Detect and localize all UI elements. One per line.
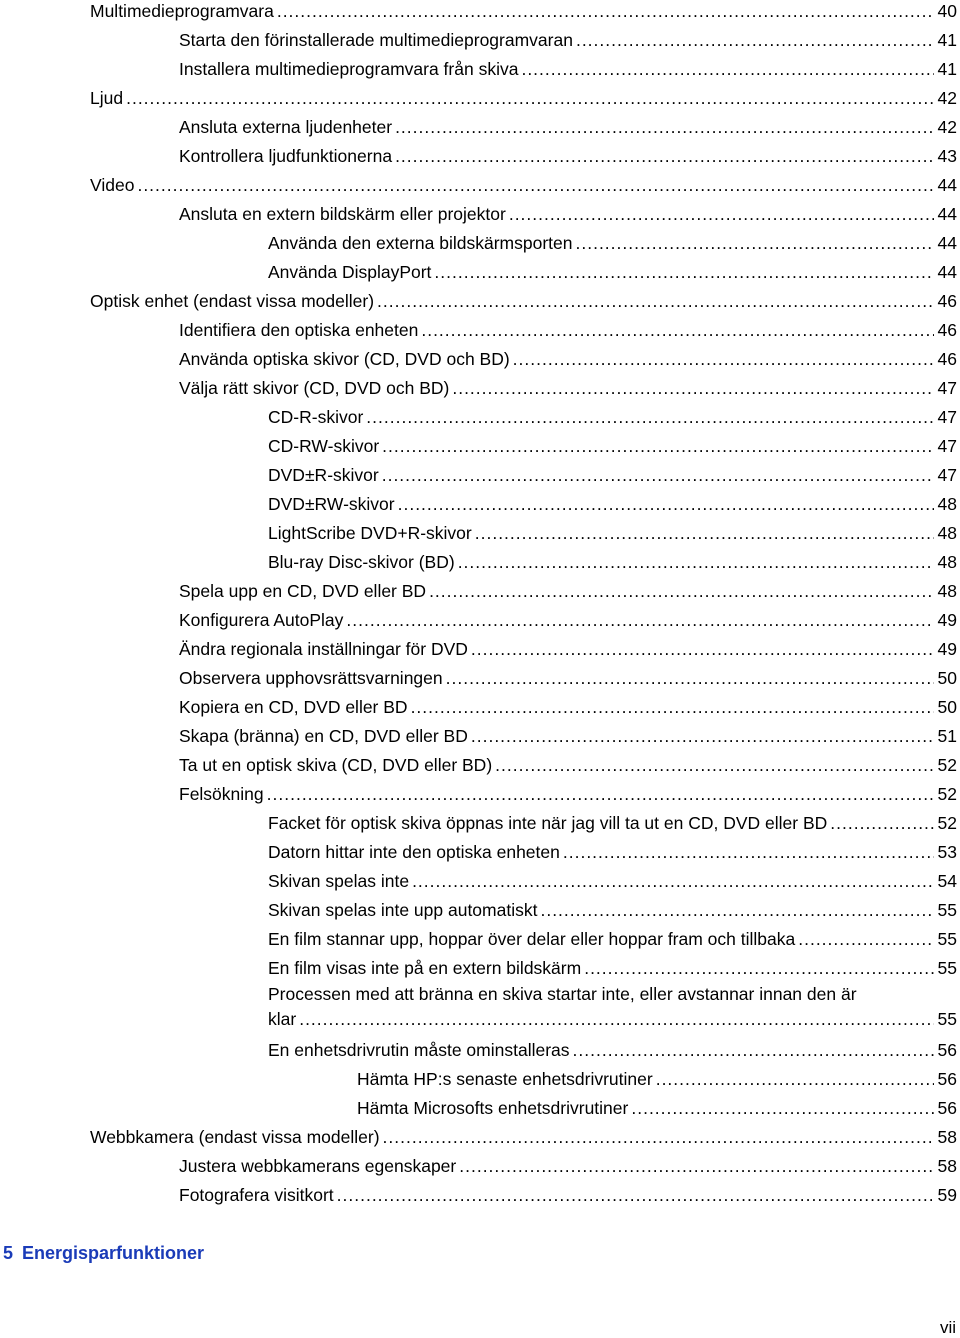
toc-entry[interactable] [268, 432, 957, 461]
toc-entry-title: Webbkamera (endast vissa modeller) [90, 1127, 380, 1147]
toc-entry-page: 41 [937, 30, 957, 50]
dot-leader [475, 519, 934, 548]
dot-leader [383, 1123, 934, 1152]
page-number: vii [939, 1318, 956, 1337]
toc-entry[interactable] [179, 780, 957, 809]
toc-entry-wrapped[interactable] [268, 982, 957, 1032]
toc-entry[interactable] [268, 519, 957, 548]
dot-leader [798, 925, 934, 954]
toc-entry-page: 48 [937, 523, 957, 543]
toc-entry-page: 50 [937, 668, 957, 688]
toc-entry-page: 46 [937, 291, 957, 311]
toc-entry-title: Skapa (bränna) en CD, DVD eller BD [179, 726, 468, 746]
toc-entry-title: Ansluta externa ljudenheter [179, 117, 393, 137]
toc-entry[interactable] [90, 1123, 957, 1152]
toc-entry-page: 50 [937, 697, 957, 717]
toc-entry-title: Ändra regionala inställningar för DVD [179, 639, 468, 659]
dot-leader [366, 403, 934, 432]
toc-entry[interactable] [90, 84, 957, 113]
toc-entry[interactable] [268, 867, 957, 896]
toc-entry-page: 47 [937, 436, 957, 456]
toc-entry[interactable] [179, 751, 957, 780]
dot-leader [377, 287, 934, 316]
toc-entry-title: Installera multimedieprogramvara från skiva [179, 59, 519, 79]
dot-leader [540, 896, 934, 925]
toc-entry-title: Video [90, 175, 135, 195]
dot-leader [395, 142, 934, 171]
toc-entry[interactable] [179, 316, 957, 345]
toc-entry-page: 52 [937, 784, 957, 804]
toc-entry-title: Ansluta en extern bildskärm eller projektor [179, 204, 506, 224]
dot-leader [395, 113, 934, 142]
toc-entry-title: Facket för optisk skiva öppnas inte när jag vill ta ut en CD, DVD eller BD [268, 813, 828, 833]
toc-entry-page: 58 [937, 1156, 957, 1176]
toc-entry-title: Välja rätt skivor (CD, DVD och BD) [179, 378, 450, 398]
dot-leader [459, 1152, 934, 1181]
toc-entry-title: CD-R-skivor [268, 407, 364, 427]
dot-leader [412, 867, 934, 896]
toc-entry-page: 44 [937, 233, 957, 253]
dot-leader [429, 577, 934, 606]
dot-leader [346, 606, 934, 635]
toc-entry-page: 52 [937, 813, 957, 833]
toc-entry-title: Identifiera den optiska enheten [179, 320, 419, 340]
toc-entry[interactable] [179, 606, 957, 635]
toc-entry-page: 44 [937, 262, 957, 282]
toc-entry[interactable] [179, 374, 957, 403]
toc-entry-title: Multimedieprogramvara [90, 1, 274, 21]
toc-entry[interactable] [268, 809, 957, 838]
toc-entry[interactable] [179, 142, 957, 171]
toc-entry-page: 40 [937, 1, 957, 21]
toc-entry[interactable] [268, 461, 957, 490]
toc-entry-title: Observera upphovsrättsvarningen [179, 668, 443, 688]
dot-leader [471, 635, 934, 664]
toc-entry-title: En film stannar upp, hoppar över delar eller hoppar fram och tillbaka [268, 929, 796, 949]
toc-entry[interactable] [268, 403, 957, 432]
toc-entry-page: 48 [937, 581, 957, 601]
toc-entry-page: 42 [937, 117, 957, 137]
toc-entry[interactable] [179, 693, 957, 722]
dot-leader [267, 780, 934, 809]
toc-entry[interactable] [179, 722, 957, 751]
toc-entry-page: 48 [937, 494, 957, 514]
toc-entry-title: DVD±RW-skivor [268, 494, 395, 514]
toc-entry-page: 55 [937, 900, 957, 920]
dot-leader [495, 751, 934, 780]
chapter-number: 5 [3, 1243, 14, 1263]
dot-leader [411, 693, 934, 722]
toc-entry[interactable] [179, 635, 957, 664]
toc-entry[interactable] [357, 1094, 957, 1123]
toc-entry-page: 54 [937, 871, 957, 891]
toc-entry[interactable] [268, 838, 957, 867]
toc-entry-continuation [268, 1007, 957, 1032]
dot-leader [126, 84, 934, 113]
toc-entry-page: 55 [937, 1009, 957, 1029]
toc-entry-page: 55 [937, 958, 957, 978]
toc-entry-page: 43 [937, 146, 957, 166]
toc-entry-title: Använda den externa bildskärmsporten [268, 233, 573, 253]
toc-entry-page: 41 [937, 59, 957, 79]
toc-entry-page: 59 [937, 1185, 957, 1205]
toc-entry-page: 56 [937, 1069, 957, 1089]
chapter-link[interactable] [3, 1243, 204, 1264]
toc-entry-page: 47 [937, 378, 957, 398]
dot-leader [656, 1065, 934, 1094]
toc-entry-page: 56 [937, 1098, 957, 1118]
dot-leader [421, 316, 934, 345]
dot-leader [576, 26, 934, 55]
toc-entry-title: Felsökning [179, 784, 264, 804]
dot-leader [631, 1094, 934, 1123]
toc-entry-title: LightScribe DVD+R-skivor [268, 523, 472, 543]
toc-entry-title: Optisk enhet (endast vissa modeller) [90, 291, 375, 311]
toc-entry[interactable] [268, 258, 957, 287]
toc-entry-title: Datorn hittar inte den optiska enheten [268, 842, 560, 862]
toc-entry-page: 55 [937, 929, 957, 949]
toc-entry[interactable] [268, 548, 957, 577]
toc-entry-title: Spela upp en CD, DVD eller BD [179, 581, 427, 601]
toc-entry-page: 51 [937, 726, 957, 746]
dot-leader [277, 0, 934, 26]
toc-entry-title: CD-RW-skivor [268, 436, 380, 456]
toc-entry-title: Processen med att bränna en skiva startar inte, eller avstannar innan den är [268, 984, 857, 1004]
toc-entry[interactable] [90, 287, 957, 316]
dot-leader [458, 548, 934, 577]
toc-entry-title: Skivan spelas inte [268, 871, 410, 891]
toc-entry-title: Hämta HP:s senaste enhetsdrivrutiner [357, 1069, 653, 1089]
toc-entry[interactable] [179, 26, 957, 55]
toc-entry-page: 44 [937, 175, 957, 195]
toc-entry-page: 44 [937, 204, 957, 224]
toc-entry-page: 52 [937, 755, 957, 775]
toc-entry-title: En film visas inte på en extern bildskärm [268, 958, 582, 978]
toc-entry[interactable] [179, 1181, 957, 1210]
toc-entry[interactable] [268, 1036, 957, 1065]
toc-entry-page: 49 [937, 639, 957, 659]
dot-leader [382, 432, 934, 461]
dot-leader [584, 954, 934, 983]
toc-entry[interactable] [179, 345, 957, 374]
toc-entry-title: Ta ut en optisk skiva (CD, DVD eller BD) [179, 755, 493, 775]
toc-entry-page: 56 [937, 1040, 957, 1060]
toc-entry[interactable] [268, 896, 957, 925]
dot-leader [576, 229, 935, 258]
toc-entry-title: Blu-ray Disc-skivor (BD) [268, 552, 455, 572]
toc-entry-title: Använda optiska skivor (CD, DVD och BD) [179, 349, 510, 369]
toc-entry-page: 58 [937, 1127, 957, 1147]
toc-entry[interactable] [268, 925, 957, 954]
dot-leader [337, 1181, 934, 1210]
dot-leader [137, 171, 934, 200]
dot-leader [830, 809, 934, 838]
toc-entry-page: 47 [937, 407, 957, 427]
toc-entry-title: Skivan spelas inte upp automatiskt [268, 900, 538, 920]
dot-leader [563, 838, 934, 867]
toc-entry-title: Använda DisplayPort [268, 262, 432, 282]
toc-entry-title: Ljud [90, 88, 124, 108]
toc-entry[interactable] [179, 1152, 957, 1181]
toc-entry[interactable] [268, 954, 957, 983]
dot-leader [446, 664, 934, 693]
dot-leader [382, 461, 934, 490]
toc-entry-title: Kontrollera ljudfunktionerna [179, 146, 393, 166]
toc-entry[interactable] [179, 113, 957, 142]
toc-entry-page: 49 [937, 610, 957, 630]
dot-leader [299, 1007, 934, 1032]
toc-entry[interactable] [268, 490, 957, 519]
toc-entry-title: Konfigurera AutoPlay [179, 610, 344, 630]
dot-leader [434, 258, 934, 287]
toc-entry[interactable] [357, 1065, 957, 1094]
toc-entry-title: DVD±R-skivor [268, 465, 379, 485]
toc-entry-page: 47 [937, 465, 957, 485]
dot-leader [509, 200, 934, 229]
toc-entry[interactable] [90, 171, 957, 200]
toc-entry-page: 46 [937, 349, 957, 369]
toc-entry-title: Hämta Microsofts enhetsdrivrutiner [357, 1098, 629, 1118]
toc-entry[interactable] [179, 577, 957, 606]
toc-entry-title: En enhetsdrivrutin måste ominstalleras [268, 1040, 570, 1060]
dot-leader [452, 374, 934, 403]
toc-entry-title-continuation: klar [268, 1009, 297, 1029]
toc-entry[interactable] [179, 55, 957, 84]
toc-entry-page: 53 [937, 842, 957, 862]
chapter-title: Energisparfunktioner [22, 1243, 205, 1263]
dot-leader [398, 490, 934, 519]
dot-leader [573, 1036, 934, 1065]
dot-leader [471, 722, 934, 751]
dot-leader [521, 55, 934, 84]
toc-entry-page: 48 [937, 552, 957, 572]
toc-entry[interactable] [90, 0, 957, 26]
dot-leader [513, 345, 934, 374]
toc-entry-page: 42 [937, 88, 957, 108]
toc-entry-title: Starta den förinstallerade multimedieprogramvaran [179, 30, 573, 50]
toc-entry-page: 46 [937, 320, 957, 340]
toc-entry[interactable] [179, 664, 957, 693]
toc-entry-title: Justera webbkamerans egenskaper [179, 1156, 457, 1176]
toc-entry[interactable] [179, 200, 957, 229]
toc-entry-title: Fotografera visitkort [179, 1185, 334, 1205]
toc-entry-title: Kopiera en CD, DVD eller BD [179, 697, 408, 717]
toc-entry[interactable] [268, 229, 957, 258]
